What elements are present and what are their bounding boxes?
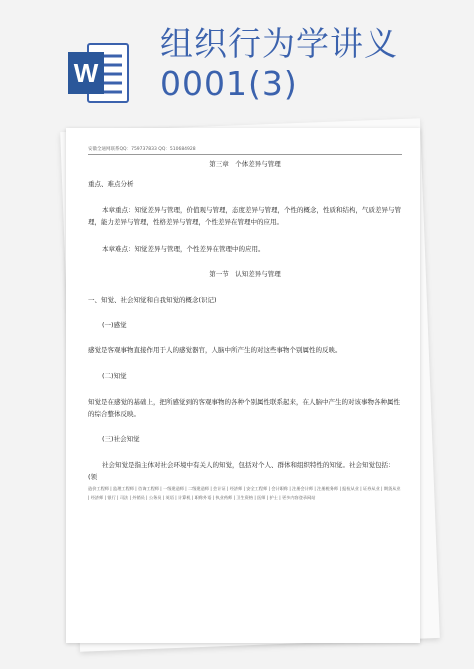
header-banner [0, 0, 474, 120]
item-paragraph: 社会知觉是指主体对社会环境中有关人的知觉，包括对个人、群体和组织特性的知觉。社会知觉包括：(领 [88, 461, 395, 481]
item-paragraph: 知觉是在感觉的基础上，把所感觉到的客观事物的各种个别属性联系起来，在人脑中产生的对该事物各种属性的综合整体反映。 [88, 398, 400, 418]
footer-links[interactable]: 造价工程师 | 监理工程师 | 咨询工程师 | 一级建造师 | 二级建造师 | 会计证 | 经济师 | 安全工程师 | 会计职称 | 注册会计师 | 注册税务师 | 报检从业 | 证券从业 | 期货从业 | 经济师 | 银行 | 司法 | 外销员 | 公务员 | 英语 | 计算机 | 职称外语 | 执业药师 | 卫生资格 | 医师 | 护士 | 更多内容登录网站 [88, 486, 401, 500]
document-page [66, 128, 420, 643]
item-heading: (二)知觉 [102, 372, 127, 380]
word-document-icon [66, 40, 132, 106]
focus-heading: 重点、难点分析 [88, 180, 134, 188]
key-points: 本章重点：知觉差异与管理，价值观与管理，态度差异与管理，个性的概念，性质和结构，气质差异与管理，能力差异与管理，性格差异与管理，个性差异在管理中的应用。 [88, 206, 401, 226]
difficult-points: 本章难点：知觉差异与管理，个性差异在管理中的应用。 [102, 245, 265, 253]
item-paragraph: 感觉是客观事物直接作用于人的感觉器官，人脑中所产生的对这些事物个别属性的反映。 [88, 346, 342, 354]
chapter-title: 第三章 个体差异与管理 [209, 160, 281, 168]
item-heading: (三)社会知觉 [102, 435, 140, 443]
page-header-line: 安徽全通网联系QQ：759737833 QQ：510684928 [88, 146, 402, 155]
section-title: 第一节 认知差异与管理 [209, 270, 281, 278]
document-title: 组织行为学讲义0001(3) [160, 24, 398, 103]
svg-text:W: W [73, 58, 99, 88]
item-heading: (一)感觉 [102, 321, 127, 329]
subsection-heading: 一、知觉、社会知觉和自我知觉的概念(识记) [88, 296, 217, 304]
